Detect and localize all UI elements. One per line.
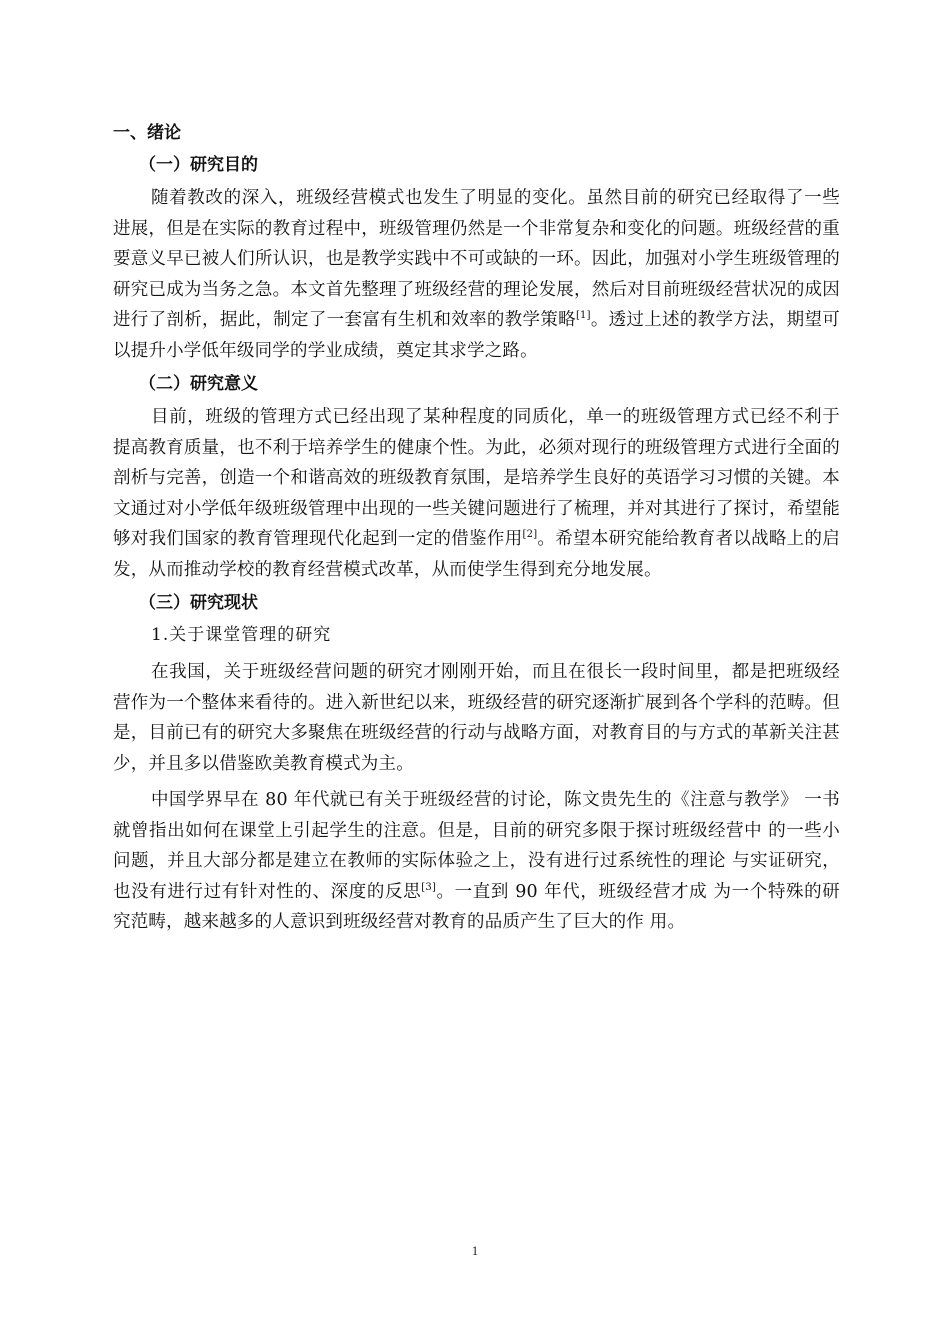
subsection-heading-purpose: （一）研究目的 (139, 155, 258, 175)
paragraph-status-2-text: 中国学界早在 80 年代就已有关于班级经营的讨论，陈文贵先生的《注意与教学》 一书就曾指出如何在课堂上引起学生的注意。但是，目前的研究多限于探讨班级经营中 的一些小问题，并且大部分都是建立在教师的实际体验之上，没有进行过系统性的理论 与实证研究，也没有进行过有针对性的、深度的反思 (113, 790, 840, 902)
paragraph-purpose (113, 183, 840, 366)
document-body (113, 117, 840, 940)
paragraph-significance-tail: 。希望本研究能给教育者以战略上的启发，从而推动学校的教育经营模式改革，从而使学生得到充分地发展。 (113, 529, 840, 580)
paragraph-significance (113, 402, 840, 585)
item-heading-classroom-management: 1.关于课堂管理的研究 (151, 625, 332, 645)
subsection-heading-significance: （二）研究意义 (139, 374, 258, 394)
citation-ref-2: [2] (522, 529, 538, 541)
page-number: 1 (471, 1243, 479, 1258)
paragraph-purpose-tail: 。透过上述的教学方法，期望可以提升小学低年级同学的学业成绩，奠定其求学之路。 (113, 310, 840, 361)
subsection-heading-status: （三）研究现状 (139, 593, 258, 613)
paragraph-status-2-tail: 。一直到 90 年代，班级经营才成 为一个特殊的研究范畴，越来越多的人意识到班级经营对教育的品质产生了巨大的作 用。 (113, 881, 840, 932)
paragraph-status-2 (113, 785, 840, 938)
section-heading-introduction: 一、绪论 (113, 123, 181, 143)
paragraph-purpose-text: 随着教改的深入，班级经营模式也发生了明显的变化。虽然目前的研究已经取得了一些进展，但是在实际的教育过程中，班级管理仍然是一个非常复杂和变化的问题。班级经营的重要意义早已被人们所认识，也是教学实践中不可或缺的一环。因此，加强对小学生班级管理的研究已成为当务之急。本文首先整理了班级经营的理论发展，然后对目前班级经营状况的成因进行了剖析，据此，制定了一套富有生机和效率的教学策略 (113, 188, 840, 330)
citation-ref-3: [3] (421, 881, 437, 893)
paragraph-significance-text: 目前，班级的管理方式已经出现了某种程度的同质化，单一的班级管理方式已经不利于提高教育质量，也不利于培养学生的健康个性。为此，必须对现行的班级管理方式进行全面的剖析与完善，创造一个和谐高效的班级教育氛围，是培养学生良好的英语学习习惯的关键。本文通过对小学低年级班级管理中出现的一些关键问题进行了梳理，并对其进行了探讨，希望能够对我们国家的教育管理现代化起到一定的借鉴作用 (113, 407, 840, 549)
citation-ref-1: [1] (575, 310, 591, 322)
paragraph-status-1: 在我国，关于班级经营问题的研究才刚刚开始，而且在很长一段时间里，都是把班级经营作为一个整体来看待的。进入新世纪以来，班级经营的研究逐渐扩展到各个学科的范畴。但是，目前已有的研究大多聚焦在班级经营的行动与战略方面，对教育目的与方式的革新关注甚少，并且多以借鉴欧美教育模式为主。 (113, 662, 840, 774)
